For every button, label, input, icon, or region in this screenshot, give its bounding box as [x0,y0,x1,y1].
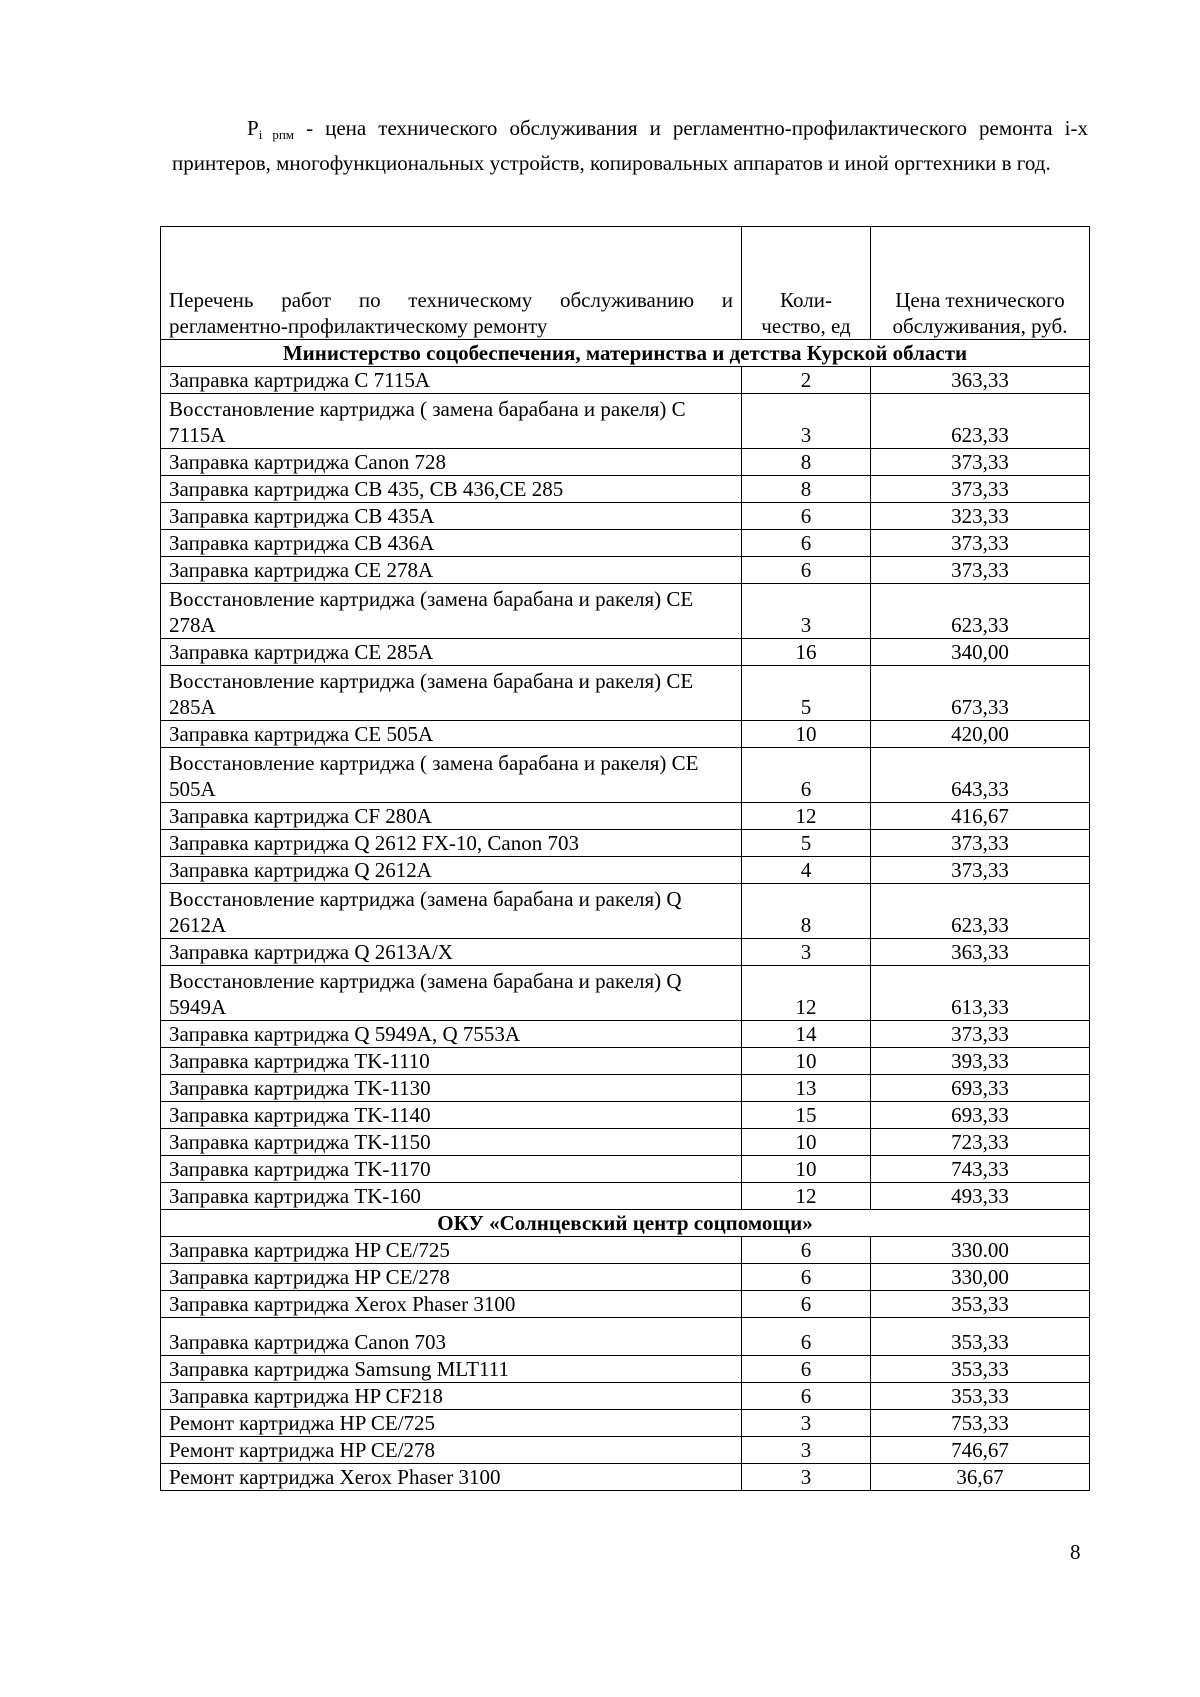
cell-qty: 10 [742,1048,871,1075]
price-table [160,226,1090,1491]
table-row [161,884,1090,939]
cell-work: Заправка картриджа HP CE/278 [161,1264,742,1291]
cell-price: 693,33 [871,1102,1090,1129]
cell-qty: 6 [742,1356,871,1383]
table-row [161,1291,1090,1318]
table-row [161,1264,1090,1291]
cell-work: Заправка картриджа Q 2613A/X [161,939,742,966]
table-header-row [161,227,1090,340]
cell-qty: 3 [742,1464,871,1491]
table-row [161,639,1090,666]
cell-price: 340,00 [871,639,1090,666]
cell-work: Заправка картриджа CE 505A [161,721,742,748]
cell-price: 393,33 [871,1048,1090,1075]
cell-work: Заправка картриджа С 7115А [161,367,742,394]
cell-qty: 10 [742,721,871,748]
cell-price: 743,33 [871,1156,1090,1183]
cell-qty: 6 [742,557,871,584]
cell-work: Заправка картриджа Samsung MLT111 [161,1356,742,1383]
cell-price: 373,33 [871,1021,1090,1048]
cell-work: Заправка картриджа Xerox Phaser 3100 [161,1291,742,1318]
cell-price: 353,33 [871,1291,1090,1318]
cell-qty: 6 [742,1264,871,1291]
section-row [161,340,1090,367]
cell-price: 673,33 [871,666,1090,721]
table-row [161,1129,1090,1156]
cell-work: Заправка картриджа Q 2612A [161,857,742,884]
cell-qty: 3 [742,939,871,966]
cell-qty: 5 [742,666,871,721]
cell-work: Ремонт картриджа Xerox Phaser 3100 [161,1464,742,1491]
section-title: ОКУ «Солнцевский центр соцпомощи» [161,1210,1090,1237]
cell-work: Восстановление картриджа ( замена барабана и ракеля) CE 505A [161,748,742,803]
cell-qty: 6 [742,1237,871,1264]
cell-price: 363,33 [871,939,1090,966]
header-qty: Коли-чество, ед [742,227,871,340]
table-row [161,557,1090,584]
cell-work: Заправка картриджа HP CF218 [161,1383,742,1410]
table-row [161,1383,1090,1410]
table-row [161,721,1090,748]
table-row [161,1356,1090,1383]
cell-price: 373,33 [871,530,1090,557]
table-row [161,584,1090,639]
cell-price: 323,33 [871,503,1090,530]
table-row [161,449,1090,476]
cell-qty: 12 [742,803,871,830]
cell-qty: 5 [742,830,871,857]
table-row [161,1156,1090,1183]
table-row [161,939,1090,966]
cell-price: 36,67 [871,1464,1090,1491]
cell-work: Заправка картриджа CF 280A [161,803,742,830]
cell-price: 746,67 [871,1437,1090,1464]
cell-work: Заправка картриджа CB 435A [161,503,742,530]
cell-price: 723,33 [871,1129,1090,1156]
table-row [161,1021,1090,1048]
table-row [161,857,1090,884]
cell-price: 363,33 [871,367,1090,394]
cell-qty: 4 [742,857,871,884]
cell-qty: 6 [742,1383,871,1410]
cell-work: Восстановление картриджа (замена барабана и ракеля) CE 285A [161,666,742,721]
cell-qty: 10 [742,1129,871,1156]
cell-price: 373,33 [871,449,1090,476]
cell-qty: 3 [742,584,871,639]
table-row [161,1237,1090,1264]
section-row [161,1210,1090,1237]
table-row [161,503,1090,530]
cell-qty: 6 [742,748,871,803]
cell-work: Заправка картриджа CE 278A [161,557,742,584]
table-row [161,830,1090,857]
cell-work: Заправка картриджа Canon 728 [161,449,742,476]
intro-symbol: P [247,116,259,140]
cell-work: Заправка картриджа TK-1110 [161,1048,742,1075]
header-work: Перечень работ по техническому обслуживанию и регламентно-профилактическому ремонту [161,227,742,340]
cell-price: 753,33 [871,1410,1090,1437]
cell-qty: 14 [742,1021,871,1048]
table-row [161,1075,1090,1102]
section-title: Министерство соцобеспечения, материнства и детства Курской области [161,340,1090,367]
cell-qty: 6 [742,1291,871,1318]
cell-qty: 8 [742,476,871,503]
cell-price: 353,33 [871,1318,1090,1356]
cell-price: 353,33 [871,1383,1090,1410]
cell-work: Ремонт картриджа HP CE/278 [161,1437,742,1464]
cell-price: 373,33 [871,557,1090,584]
table-row [161,530,1090,557]
cell-price: 373,33 [871,476,1090,503]
cell-work: Заправка картриджа Q 5949A, Q 7553A [161,1021,742,1048]
intro-paragraph [172,114,1088,177]
cell-qty: 6 [742,1318,871,1356]
table-row [161,1318,1090,1356]
cell-work: Заправка картриджа Canon 703 [161,1318,742,1356]
table-row [161,1437,1090,1464]
cell-price: 420,00 [871,721,1090,748]
cell-price: 623,33 [871,394,1090,449]
table-row [161,748,1090,803]
cell-work: Ремонт картриджа HP CE/725 [161,1410,742,1437]
cell-qty: 8 [742,449,871,476]
cell-qty: 12 [742,1183,871,1210]
cell-price: 416,67 [871,803,1090,830]
cell-qty: 2 [742,367,871,394]
cell-price: 353,33 [871,1356,1090,1383]
table-row [161,394,1090,449]
cell-price: 643,33 [871,748,1090,803]
cell-qty: 13 [742,1075,871,1102]
cell-price: 330,00 [871,1264,1090,1291]
cell-work: Заправка картриджа TK-1150 [161,1129,742,1156]
cell-qty: 10 [742,1156,871,1183]
cell-work: Восстановление картриджа (замена барабана и ракеля) Q 2612A [161,884,742,939]
table-row [161,1183,1090,1210]
cell-qty: 3 [742,394,871,449]
cell-price: 623,33 [871,884,1090,939]
cell-work: Восстановление картриджа (замена барабана и ракеля) Q 5949A [161,966,742,1021]
cell-price: 373,33 [871,830,1090,857]
cell-price: 613,33 [871,966,1090,1021]
cell-work: Заправка картриджа TK-1170 [161,1156,742,1183]
cell-qty: 15 [742,1102,871,1129]
table-row [161,1410,1090,1437]
cell-work: Заправка картриджа CB 435, CB 436,CE 285 [161,476,742,503]
cell-price: 493,33 [871,1183,1090,1210]
cell-work: Заправка картриджа Q 2612 FX-10, Canon 703 [161,830,742,857]
cell-qty: 3 [742,1437,871,1464]
intro-text: - цена технического обслуживания и регламентно-профилактического ремонта i-х принтеров, многофункциональных устройств, копировальных аппаратов и иной оргтехники в год. [172,116,1088,175]
table-row [161,1102,1090,1129]
cell-qty: 3 [742,1410,871,1437]
cell-work: Заправка картриджа TK-1130 [161,1075,742,1102]
table-row [161,803,1090,830]
cell-work: Заправка картриджа HP CE/725 [161,1237,742,1264]
cell-qty: 6 [742,503,871,530]
cell-work: Восстановление картриджа ( замена барабана и ракеля) С 7115А [161,394,742,449]
table-row [161,666,1090,721]
table-row [161,1464,1090,1491]
cell-work: Восстановление картриджа (замена барабана и ракеля) CE 278A [161,584,742,639]
table-row [161,476,1090,503]
cell-price: 693,33 [871,1075,1090,1102]
table-row [161,1048,1090,1075]
cell-price: 330.00 [871,1237,1090,1264]
cell-work: Заправка картриджа CE 285A [161,639,742,666]
header-price: Цена технического обслуживания, руб. [871,227,1090,340]
cell-work: Заправка картриджа TK-160 [161,1183,742,1210]
cell-work: Заправка картриджа CB 436A [161,530,742,557]
cell-qty: 12 [742,966,871,1021]
page-number: 8 [1070,1540,1081,1564]
cell-qty: 8 [742,884,871,939]
cell-price: 623,33 [871,584,1090,639]
cell-work: Заправка картриджа TK-1140 [161,1102,742,1129]
cell-qty: 16 [742,639,871,666]
table-row [161,966,1090,1021]
cell-qty: 6 [742,530,871,557]
table-row [161,367,1090,394]
cell-price: 373,33 [871,857,1090,884]
intro-subscript: i рпм [258,127,295,142]
